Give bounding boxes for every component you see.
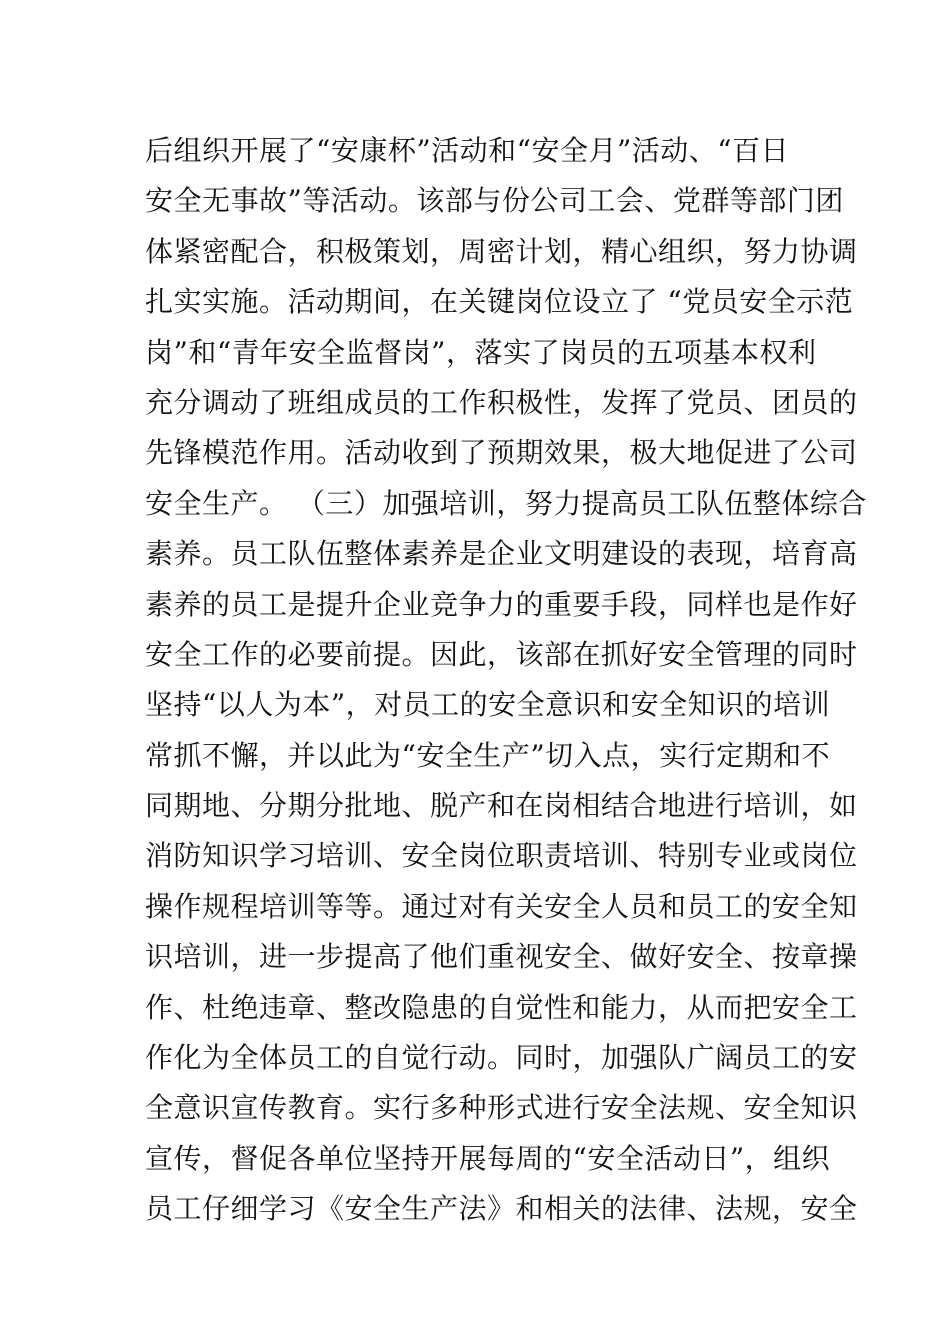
text-line: 安全工作的必要前提。因此，该部在抓好安全管理的同时: [145, 637, 858, 671]
text-line: 常抓不懈，并以此为“安全生产”切入点，实行定期和不: [145, 738, 831, 772]
text-line: 体紧密配合，积极策划，周密计划，精心组织，努力协调: [145, 234, 858, 268]
text-line: 素养的员工是提升企业竞争力的重要手段，同样也是作好: [145, 587, 858, 621]
text-line: 安全生产。 （三）加强培训，努力提高员工队伍整体综合: [145, 486, 867, 520]
text-line: 扎实实施。活动期间，在关键岗位设立了 “党员安全示范: [145, 285, 854, 319]
text-line: 全意识宣传教育。实行多种形式进行安全法规、安全知识: [145, 1091, 858, 1125]
text-line: 先锋模范作用。活动收到了预期效果，极大地促进了公司: [145, 436, 858, 470]
text-line: 操作规程培训等等。通过对有关安全人员和员工的安全知: [145, 889, 858, 923]
text-line: 作化为全体员工的自觉行动。同时，加强队广阔员工的安: [145, 1041, 858, 1075]
text-line: 宣传，督促各单位坚持开展每周的“安全活动日”，组织: [145, 1141, 831, 1175]
body-text: [145, 126, 867, 1235]
text-line: 岗”和“青年安全监督岗”，落实了岗员的五项基本权利: [145, 335, 817, 369]
text-line: 消防知识学习培训、安全岗位职责培训、特别专业或岗位: [145, 839, 858, 873]
text-line: 识培训，进一步提高了他们重视安全、做好安全、按章操: [145, 940, 858, 974]
text-line: 员工仔细学习《安全生产法》和相关的法律、法规，安全: [145, 1192, 858, 1226]
text-line: 安全无事故”等活动。该部与份公司工会、党群等部门团: [145, 184, 844, 218]
text-line: 同期地、分期分批地、脱产和在岗相结合地进行培训，如: [145, 789, 858, 823]
text-line: 坚持“以人为本”，对员工的安全意识和安全知识的培训: [145, 688, 831, 722]
text-line: 素养。员工队伍整体素养是企业文明建设的表现，培育高: [145, 537, 858, 571]
text-line: 后组织开展了“安康杯”活动和“安全月”活动、“百日: [145, 134, 790, 167]
text-line: 作、杜绝违章、整改隐患的自觉性和能力，从而把安全工: [145, 990, 858, 1024]
text-line: 充分调动了班组成员的工作积极性，发挥了党员、团员的: [145, 385, 858, 419]
